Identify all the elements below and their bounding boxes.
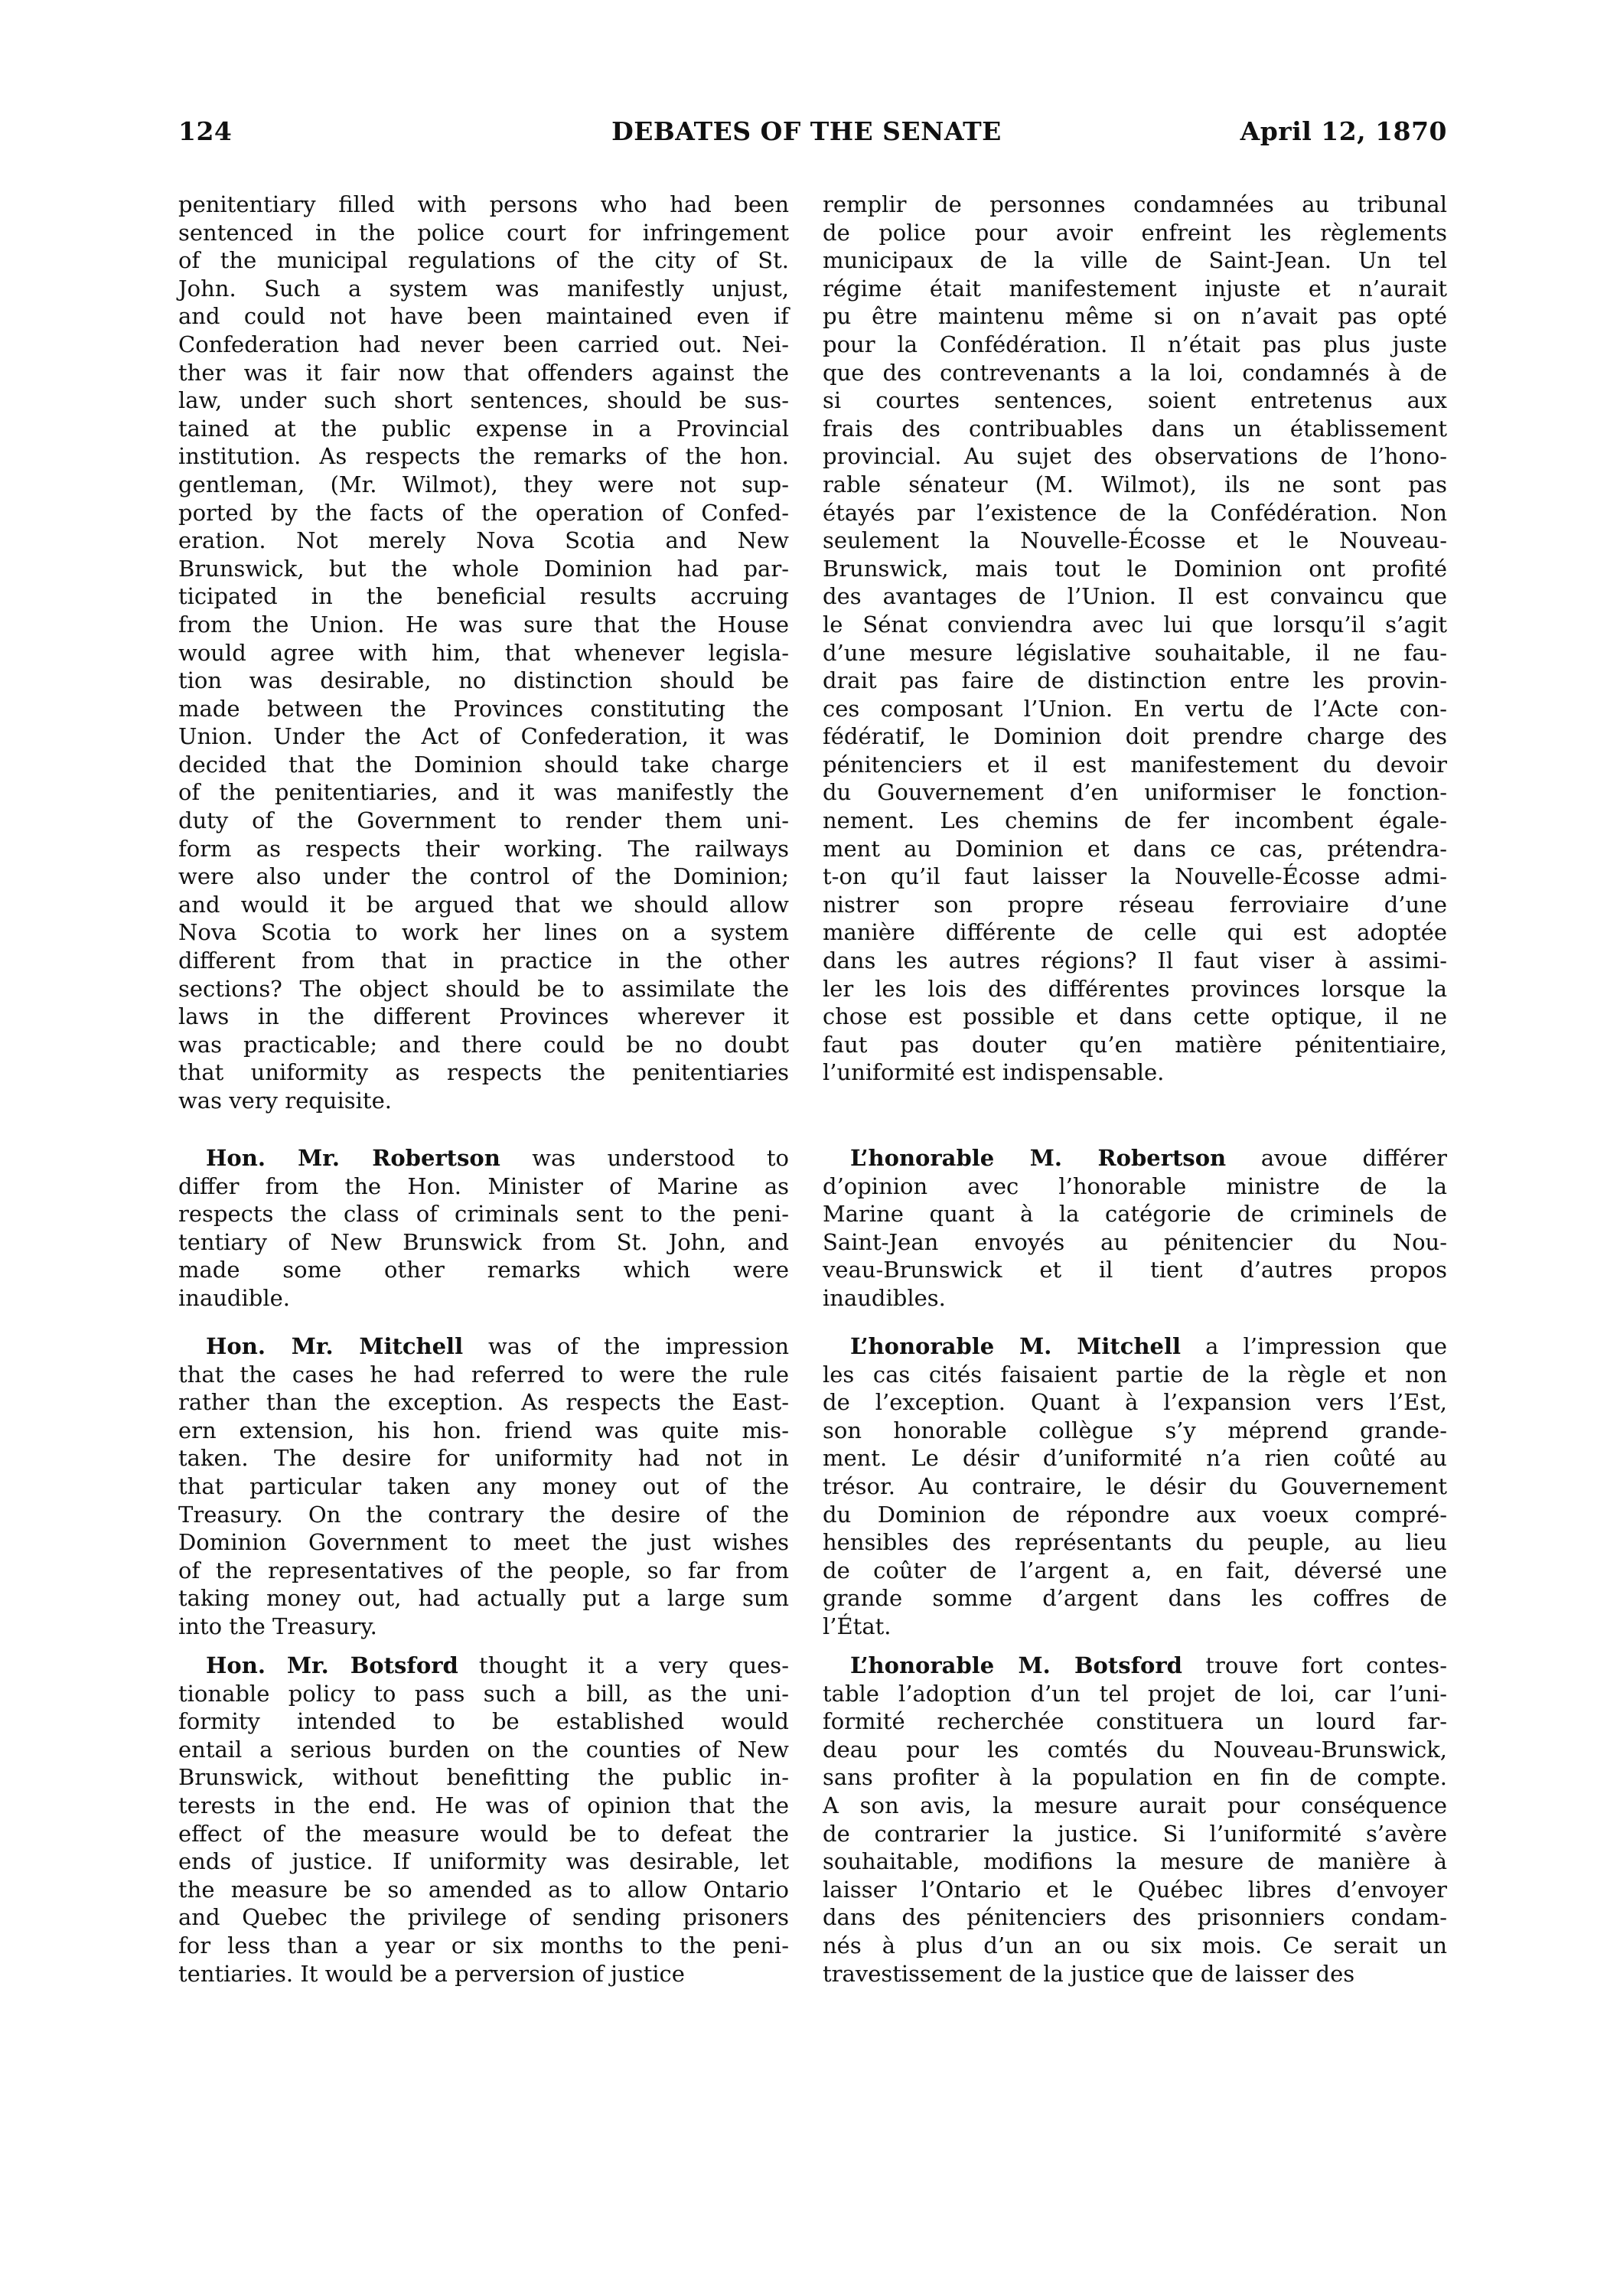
text-line: of the penitentiaries, and it was manifestly the <box>178 779 789 806</box>
text-line: effect of the measure would be to defeat the <box>178 1820 789 1847</box>
text-line: Saint-Jean envoyés au pénitencier du Nou- <box>823 1228 1447 1255</box>
text-line: rable sénateur (M. Wilmot), ils ne sont pas <box>823 471 1447 497</box>
text-line: Brunswick, but the whole Dominion had par- <box>178 555 789 582</box>
text-line: si courtes sentences, soient entretenus aux <box>823 387 1447 414</box>
text-line: que des contrevenants a la loi, condamnés à de <box>823 359 1447 386</box>
text-line: different from that in practice in the other <box>178 947 789 974</box>
text-line: pu être maintenu même si on n’avait pas opté <box>823 303 1447 330</box>
text-line: de coûter de l’argent a, en fait, déversé une <box>823 1557 1447 1583</box>
text-line: Confederation had never been carried out. Nei- <box>178 331 789 357</box>
text-line: made between the Provinces constituting the <box>178 695 789 722</box>
text-line: formité recherchée constituera un lourd far- <box>823 1708 1447 1735</box>
text-line: that particular taken any money out of the <box>178 1473 789 1499</box>
text-line: de police pour avoir enfreint les règlements <box>823 219 1447 246</box>
paragraph-continuation-fr <box>823 191 1447 1087</box>
text-line: entail a serious burden on the counties of New <box>178 1736 789 1763</box>
text-line: that the cases he had referred to were the rule <box>178 1361 789 1388</box>
text-line: and could not have been maintained even if <box>178 303 789 330</box>
paragraph-mitchell-en <box>178 1332 789 1641</box>
text-line: Marine quant à la catégorie de criminels de <box>823 1201 1447 1228</box>
text-line: A son avis, la mesure aurait pour conséquence <box>823 1792 1447 1818</box>
text-line: laws in the different Provinces wherever it <box>178 1003 789 1030</box>
text-line: nés à plus d’un an ou six mois. Ce serait un <box>823 1932 1447 1958</box>
text-line <box>178 1652 789 1680</box>
speech-text: was understood to <box>500 1145 789 1171</box>
speaker-name: L’honorable M. Robertson <box>850 1145 1227 1171</box>
text-line: Treasury. On the contrary the desire of the <box>178 1501 789 1528</box>
text-line: chose est possible et dans cette optique, il ne <box>823 1003 1447 1030</box>
text-line: of the municipal regulations of the city of St. <box>178 247 789 274</box>
text-line: nistrer son propre réseau ferroviaire d’une <box>823 891 1447 918</box>
text-line: faut pas douter qu’en matière pénitentiaire, <box>823 1031 1447 1058</box>
text-line <box>178 1332 789 1361</box>
text-line: régime était manifestement injuste et n’aurait <box>823 275 1447 302</box>
text-line: ment au Dominion et dans ce cas, prétendra- <box>823 835 1447 862</box>
text-line: ticipated in the beneficial results accruing <box>178 583 789 610</box>
text-line: hensibles des représentants du peuple, au lieu <box>823 1529 1447 1556</box>
text-line: institution. As respects the remarks of the hon. <box>178 443 789 470</box>
text-line: decided that the Dominion should take charge <box>178 751 789 778</box>
text-line: would agree with him, that whenever legisla- <box>178 639 789 666</box>
text-line: de contrarier la justice. Si l’uniformité s’avère <box>823 1820 1447 1847</box>
page-date: April 12, 1870 <box>1240 116 1447 146</box>
text-line: tentiaries. It would be a perversion of justice <box>178 1960 685 1987</box>
text-line: John. Such a system was manifestly unjust, <box>178 275 789 302</box>
text-line: ends of justice. If uniformity was desirable, let <box>178 1848 789 1875</box>
paragraph-mitchell-fr <box>823 1332 1447 1641</box>
text-line: ler les lois des différentes provinces lorsque la <box>823 975 1447 1002</box>
text-line: tained at the public expense in a Provincial <box>178 415 789 442</box>
text-line: terests in the end. He was of opinion that the <box>178 1792 789 1818</box>
text-line: drait pas faire de distinction entre les provin- <box>823 667 1447 694</box>
paragraph-robertson-en <box>178 1144 789 1313</box>
text-line <box>823 1652 1447 1680</box>
text-line: formity intended to be established would <box>178 1708 789 1735</box>
text-line: that uniformity as respects the penitentiaries <box>178 1059 789 1086</box>
text-line: du Dominion de répondre aux voeux compré- <box>823 1501 1447 1528</box>
text-line: pour la Confédération. Il n’était pas plus juste <box>823 331 1447 357</box>
text-line: Brunswick, mais tout le Dominion ont profité <box>823 555 1447 582</box>
text-line: de l’exception. Quant à l’expansion vers l’Est, <box>823 1389 1447 1416</box>
text-line: duty of the Government to render them uni- <box>178 807 789 834</box>
text-line: Union. Under the Act of Confederation, it was <box>178 723 789 750</box>
text-line: table l’adoption d’un tel projet de loi, car l’uni- <box>823 1680 1447 1707</box>
text-line: les cas cités faisaient partie de la règle et non <box>823 1361 1447 1388</box>
paragraph-botsford-fr <box>823 1652 1447 1988</box>
text-line: and would it be argued that we should allow <box>178 891 789 918</box>
text-line: nement. Les chemins de fer incombent égale- <box>823 807 1447 834</box>
text-line: souhaitable, modifions la mesure de manière à <box>823 1848 1447 1875</box>
text-line: ported by the facts of the operation of Confed- <box>178 499 789 526</box>
speaker-name: Hon. Mr. Mitchell <box>206 1333 464 1359</box>
text-line: des avantages de l’Union. Il est convaincu que <box>823 583 1447 610</box>
text-line: tion was desirable, no distinction should be <box>178 667 789 694</box>
text-line: pénitenciers et il est manifestement du devoir <box>823 751 1447 778</box>
paragraph-continuation-en <box>178 191 789 1115</box>
text-line: l’État. <box>823 1613 892 1639</box>
text-line: Nova Scotia to work her lines on a system <box>178 919 789 946</box>
text-line <box>823 1332 1447 1361</box>
text-line: ther was it fair now that offenders against the <box>178 359 789 386</box>
text-line: for less than a year or six months to the peni- <box>178 1932 789 1958</box>
text-line: étayés par l’existence de la Confédération. Non <box>823 499 1447 526</box>
text-line: frais des contribuables dans un établissement <box>823 415 1447 442</box>
text-line: were also under the control of the Dominion; <box>178 863 789 890</box>
text-line: inaudibles. <box>823 1284 946 1311</box>
speech-text: a l’impression que <box>1181 1333 1447 1359</box>
text-line: d’opinion avec l’honorable ministre de la <box>823 1172 1447 1199</box>
speech-text: thought it a very ques- <box>458 1652 789 1678</box>
text-line: tionable policy to pass such a bill, as the uni- <box>178 1680 789 1707</box>
text-line: rather than the exception. As respects the East- <box>178 1389 789 1416</box>
speech-text: trouve fort contes- <box>1182 1652 1447 1678</box>
text-line: l’uniformité est indispensable. <box>823 1059 1165 1086</box>
text-line <box>178 1144 789 1172</box>
text-line: sans profiter à la population en fin de compte. <box>823 1764 1447 1791</box>
text-line: provincial. Au sujet des observations de l’hono- <box>823 443 1447 470</box>
text-line: seulement la Nouvelle-Écosse et le Nouveau- <box>823 527 1447 554</box>
text-line: ment. Le désir d’uniformité n’a rien coûté au <box>823 1445 1447 1472</box>
text-line: the measure be so amended as to allow Ontario <box>178 1876 789 1903</box>
text-line: d’une mesure législative souhaitable, il ne fau- <box>823 639 1447 666</box>
text-line: was very requisite. <box>178 1088 392 1114</box>
speaker-name: Hon. Mr. Robertson <box>206 1145 500 1171</box>
text-line: from the Union. He was sure that the House <box>178 611 789 638</box>
speaker-name: L’honorable M. Mitchell <box>850 1333 1182 1359</box>
text-line: remplir de personnes condamnées au tribunal <box>823 191 1447 217</box>
paragraph-botsford-en <box>178 1652 789 1988</box>
paragraph-robertson-fr <box>823 1144 1447 1313</box>
text-line: tentiary of New Brunswick from St. John, and <box>178 1228 789 1255</box>
text-line: eration. Not merely Nova Scotia and New <box>178 527 789 554</box>
text-line: grande somme d’argent dans les coffres de <box>823 1585 1447 1612</box>
page-number: 124 <box>178 116 233 146</box>
text-line: sections? The object should be to assimilate the <box>178 975 789 1002</box>
speaker-name: Hon. Mr. Botsford <box>206 1652 458 1678</box>
text-line: was practicable; and there could be no doubt <box>178 1031 789 1058</box>
text-line: of the representatives of the people, so far from <box>178 1557 789 1583</box>
text-line: dans les autres régions? Il faut viser à assimi- <box>823 947 1447 974</box>
text-line: veau-Brunswick et il tient d’autres propos <box>823 1257 1447 1283</box>
text-line: travestissement de la justice que de laisser des <box>823 1960 1355 1987</box>
speaker-name: L’honorable M. Botsford <box>850 1652 1182 1678</box>
running-title: DEBATES OF THE SENATE <box>611 116 1002 146</box>
text-line: municipaux de la ville de Saint-Jean. Un tel <box>823 247 1447 274</box>
text-line: fédératif, le Dominion doit prendre charge des <box>823 723 1447 750</box>
text-line: inaudible. <box>178 1284 290 1311</box>
text-line: ern extension, his hon. friend was quite mis- <box>178 1417 789 1443</box>
speech-text: avoue différer <box>1226 1145 1447 1171</box>
text-line: and Quebec the privilege of sending prisoners <box>178 1904 789 1931</box>
text-line: law, under such short sentences, should be sus- <box>178 387 789 414</box>
text-line: du Gouvernement d’en uniformiser le fonction- <box>823 779 1447 806</box>
text-line: Dominion Government to meet the just wishes <box>178 1529 789 1556</box>
text-line: gentleman, (Mr. Wilmot), they were not sup- <box>178 471 789 497</box>
text-line: manière différente de celle qui est adoptée <box>823 919 1447 946</box>
text-line: sentenced in the police court for infringement <box>178 219 789 246</box>
text-line: respects the class of criminals sent to the peni- <box>178 1201 789 1228</box>
text-line: Brunswick, without benefitting the public in- <box>178 1764 789 1791</box>
text-line: le Sénat conviendra avec lui que lorsqu’il s’agit <box>823 611 1447 638</box>
speech-text: was of the impression <box>463 1333 790 1359</box>
text-line: laisser l’Ontario et le Québec libres d’envoyer <box>823 1876 1447 1903</box>
text-line: son honorable collègue s’y méprend grande- <box>823 1417 1447 1443</box>
text-line: deau pour les comtés du Nouveau-Brunswick, <box>823 1736 1447 1763</box>
text-line: dans des pénitenciers des prisonniers condam- <box>823 1904 1447 1931</box>
text-line <box>823 1144 1447 1172</box>
text-line: taking money out, had actually put a large sum <box>178 1585 789 1612</box>
text-line: made some other remarks which were <box>178 1257 789 1283</box>
text-line: penitentiary filled with persons who had been <box>178 191 789 217</box>
text-line: trésor. Au contraire, le désir du Gouvernement <box>823 1473 1447 1499</box>
text-line: ces composant l’Union. En vertu de l’Acte con- <box>823 695 1447 722</box>
text-line: form as respects their working. The railways <box>178 835 789 862</box>
text-line: into the Treasury. <box>178 1613 377 1639</box>
text-line: differ from the Hon. Minister of Marine as <box>178 1172 789 1199</box>
text-line: t-on qu’il faut laisser la Nouvelle-Écosse admi- <box>823 863 1447 890</box>
text-line: taken. The desire for uniformity had not in <box>178 1445 789 1472</box>
